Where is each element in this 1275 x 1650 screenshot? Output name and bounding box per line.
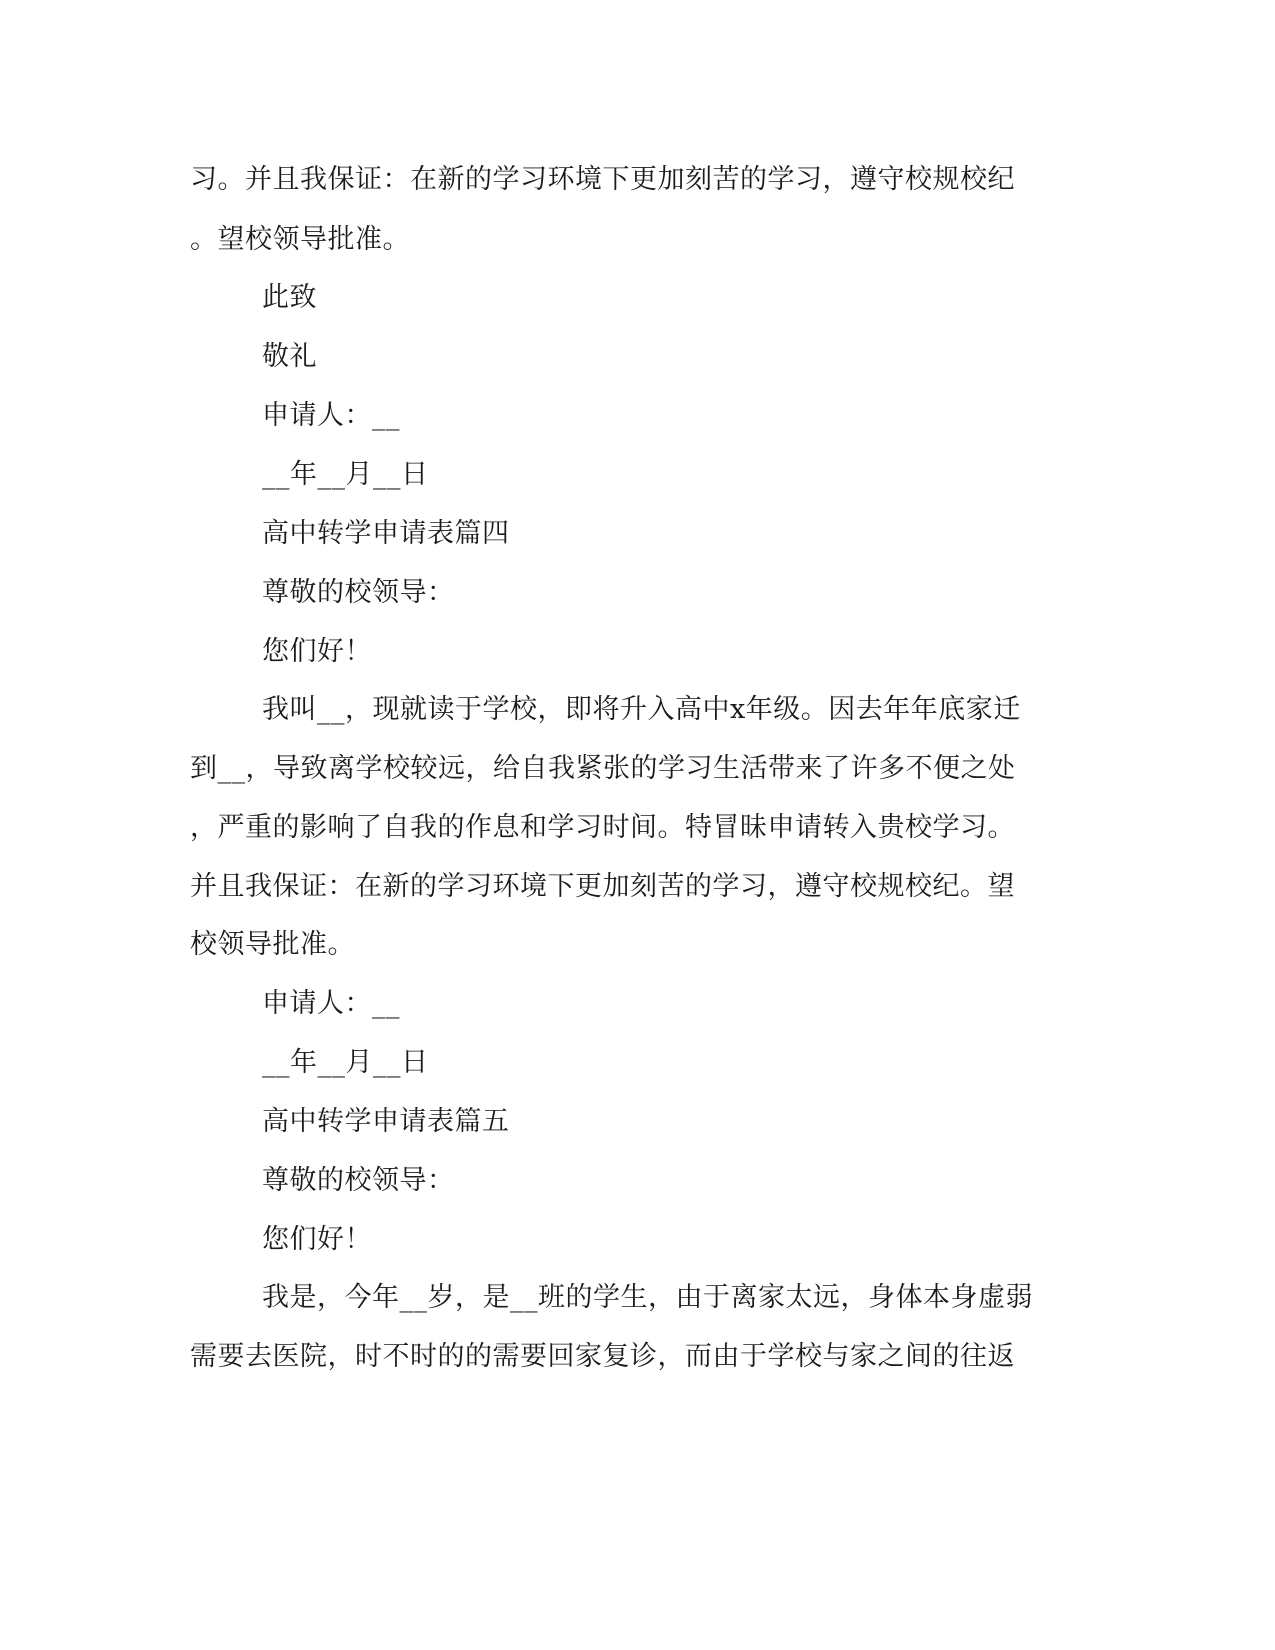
body-text-line: 我叫__，现就读于学校，即将升入高中x年级。因去年年底家迁	[262, 694, 1021, 725]
body-text-line: 习。并且我保证：在新的学习环境下更加刻苦的学习，遵守校规校纪	[190, 164, 1015, 195]
body-text-line: 校领导批准。	[190, 929, 355, 960]
greeting-line: 尊敬的校领导：	[262, 577, 455, 608]
applicant-line: 申请人：__	[262, 988, 400, 1019]
closing-salutation: 此致	[262, 282, 317, 313]
date-line: __年__月__日	[262, 459, 429, 490]
body-text-line: ，严重的影响了自我的作息和学习时间。特冒昧申请转入贵校学习。	[190, 812, 1015, 843]
greeting-line: 尊敬的校领导：	[262, 1165, 455, 1196]
body-text-line: 我是，今年__岁，是__班的学生，由于离家太远，身体本身虚弱	[262, 1282, 1033, 1313]
greeting-line: 您们好！	[262, 1224, 372, 1255]
body-text-line: 需要去医院，时不时的的需要回家复诊，而由于学校与家之间的往返	[190, 1341, 1015, 1372]
closing-salutation: 敬礼	[262, 341, 317, 372]
greeting-line: 您们好！	[262, 636, 372, 667]
section-heading: 高中转学申请表篇五	[262, 1106, 510, 1137]
date-line: __年__月__日	[262, 1047, 429, 1078]
body-text-line: 。望校领导批准。	[190, 224, 410, 255]
body-text-line: 到__，导致离学校较远，给自我紧张的学习生活带来了许多不便之处	[190, 753, 1016, 784]
applicant-line: 申请人：__	[262, 400, 400, 431]
body-text-line: 并且我保证：在新的学习环境下更加刻苦的学习，遵守校规校纪。望	[190, 871, 1015, 902]
section-heading: 高中转学申请表篇四	[262, 518, 510, 549]
